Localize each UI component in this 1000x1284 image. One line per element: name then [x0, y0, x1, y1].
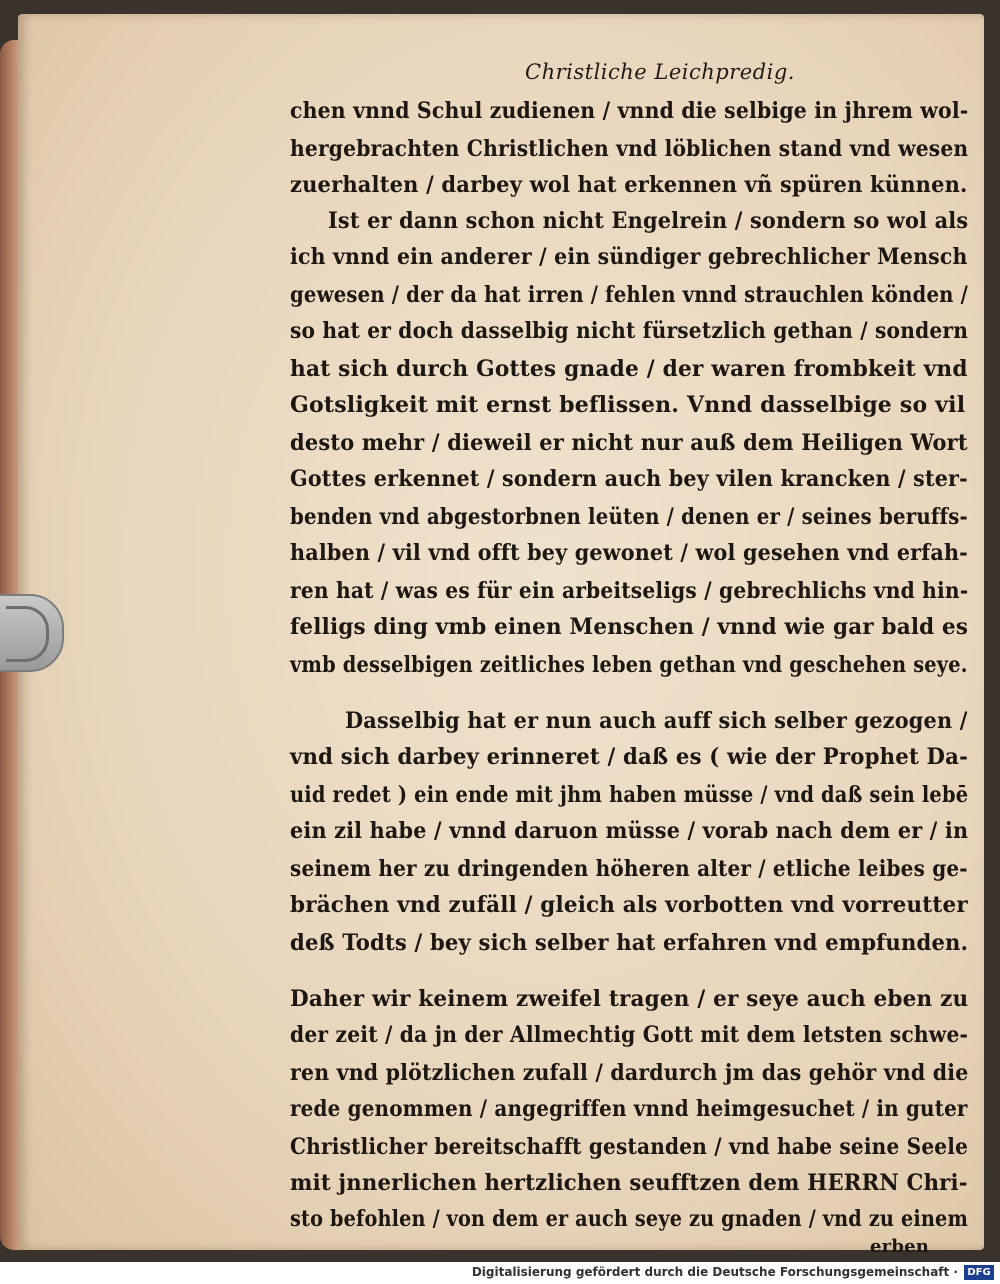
text-line: ren vnd plötzlichen zufall / dardurch jm das gehör vnd die [290, 1060, 969, 1086]
text-line: mit jnnerlichen hertzlichen seufftzen dem HERRN Chri- [290, 1170, 968, 1196]
text-line: deß Todts / bey sich selber hat erfahren vnd empfunden. [290, 930, 969, 956]
text-line: so hat er doch dasselbig nicht fürsetzlich gethan / sondern [290, 318, 969, 344]
text-line: benden vnd abgestorbnen leüten / denen er / seines beruffs- [290, 504, 968, 530]
text-line: Gotsligkeit mit ernst beflissen. Vnnd dasselbige so vil [290, 392, 966, 418]
text-line: seinem her zu dringenden höheren alter / etliche leibes ge- [290, 856, 968, 882]
text-line: hat sich durch Gottes gnade / der waren frombkeit vnd [290, 356, 968, 382]
text-line: ich vnnd ein anderer / ein sündiger gebrechlicher Mensch [290, 244, 968, 270]
text-line: uid redet ) ein ende mit jhm haben müsse / vnd daß sein lebē [290, 782, 969, 808]
text-line: sto befohlen / von dem er auch seye zu gnaden / vnd zu einem [290, 1206, 968, 1232]
page-clip [0, 594, 64, 672]
text-line: zuerhalten / darbey wol hat erkennen vñ spüren künnen. [290, 172, 968, 198]
text-line: der zeit / da jn der Allmechtig Gott mit dem letsten schwe- [290, 1022, 969, 1048]
text-line: Christlicher bereitschafft gestanden / vnd habe seine Seele [290, 1134, 969, 1160]
text-line: ein zil habe / vnnd daruon müsse / vorab nach dem er / in [290, 818, 969, 844]
text-line: Dasselbig hat er nun auch auff sich selber gezogen / [345, 708, 968, 734]
text-line: Daher wir keinem zweifel tragen / er seye auch eben zu [290, 986, 969, 1012]
text-line: felligs ding vmb einen Menschen / vnnd wie gar bald es [290, 614, 969, 640]
text-line: desto mehr / dieweil er nicht nur auß dem Heiligen Wort [290, 430, 968, 456]
text-line: rede genommen / angegriffen vnnd heimgesuchet / in guter [290, 1096, 968, 1122]
text-line: ren hat / was es für ein arbeitseligs / gebrechlichs vnd hin- [290, 578, 969, 604]
dfg-logo-icon: DFG [964, 1265, 994, 1280]
text-line: Gottes erkennet / sondern auch bey vilen krancken / ster- [290, 466, 968, 492]
text-line: vmb desselbigen zeitliches leben gethan vnd geschehen seye. [290, 652, 968, 678]
catchword: erben [870, 1236, 930, 1257]
text-line: Ist er dann schon nicht Engelrein / sondern so wol als [328, 208, 969, 234]
text-line: hergebrachten Christlichen vnd löblichen stand vnd wesen [290, 136, 969, 162]
text-line: gewesen / der da hat irren / fehlen vnnd strauchlen könden / [290, 282, 968, 308]
footer-bar [0, 1262, 1000, 1284]
footer-credit: Digitalisierung gefördert durch die Deutsche Forschungsgemeinschaft · [471, 1265, 958, 1279]
text-line: halben / vil vnd offt bey gewonet / wol gesehen vnd erfah- [290, 540, 968, 566]
text-line: brächen vnd zufäll / gleich als vorbotten vnd vorreutter [290, 892, 968, 918]
running-header: Christliche Leichpredig. [525, 60, 795, 84]
text-line: vnd sich darbey erinneret / daß es ( wie der Prophet Da- [290, 744, 969, 770]
text-line: chen vnnd Schul zudienen / vnnd die selbige in jhrem wol- [290, 98, 969, 124]
